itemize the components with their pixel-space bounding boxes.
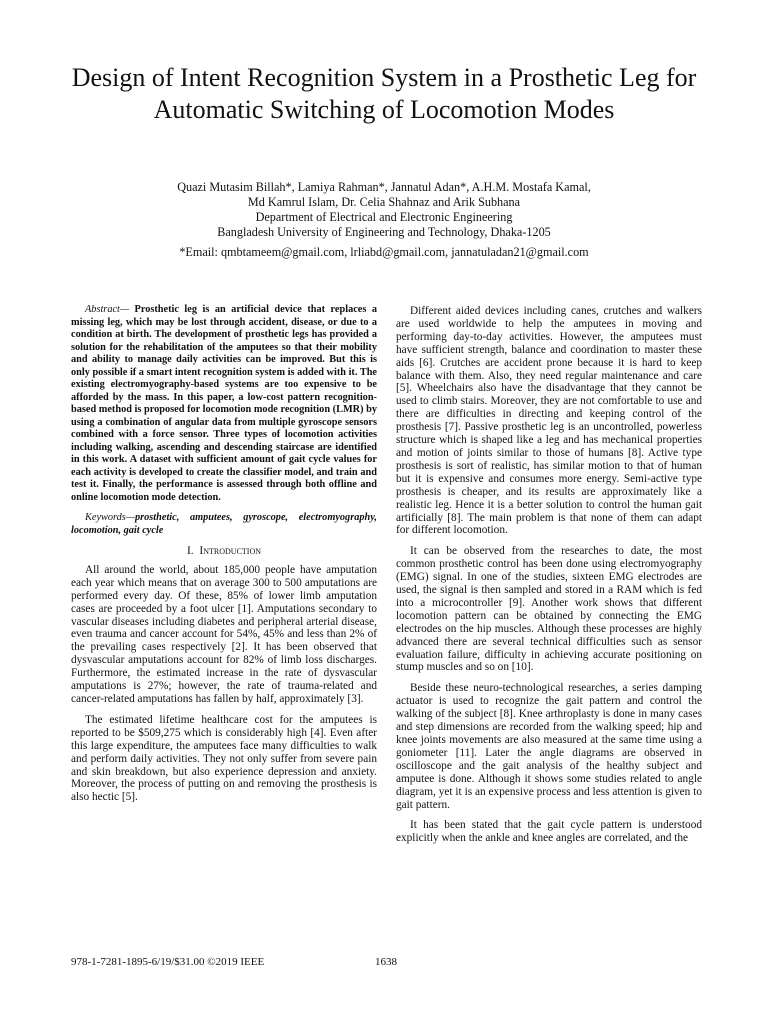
affiliation-line-2: Bangladesh University of Engineering and Technology, Dhaka-1205	[217, 225, 551, 239]
abstract-text: Prosthetic leg is an artificial device that replaces a missing leg, which may be lost through accident, disease, or due to a condition at birth. The development of prosthetic legs has provided a solution for the rehabilitation of the amputees so that their mobility and ability to manage daily activities can be improved. But this is only possible if a smart intent recognition system is added with it. The existing electromyography-based systems are too expensive to be afforded by the mass. In this paper, a low-cost pattern recognition-based method is proposed for locomotion mode recognition (LMR) by using a combination of angular data from multiple gyroscope sensors combined with a force sensor. Three types of locomotion activities including walking, ascending and descending staircase are identified in this work. A dataset with sufficient amount of gait cycle values for each activity is developed to create the classifier model, and train and test it. Finally, the performance is assessed through both offline and online locomotion mode detection.	[71, 304, 377, 503]
page-number: 1638	[375, 956, 397, 968]
abstract-lead: Abstract—	[85, 304, 130, 315]
copyright-footer: 978-1-7281-1895-6/19/$31.00 ©2019 IEEE	[71, 956, 265, 968]
author-block	[60, 180, 708, 260]
right-column	[396, 305, 702, 853]
intro-paragraph-2: The estimated lifetime healthcare cost for the amputees is reported to be $509,275 which is considerably high [4]. Even after this large expenditure, the amputees face many difficulties to walk and perform daily activities. They not only suffer from severe pain and skin breakdown, but also experience depression and anxiety. Moreover, the process of putting on and removing the prosthesis is also hectic [5].	[71, 713, 377, 804]
keywords-lead: Keywords—	[85, 512, 135, 523]
abstract	[71, 304, 377, 504]
section-number: I.	[186, 545, 194, 557]
keywords	[71, 512, 377, 537]
affiliation-line-1: Department of Electrical and Electronic Engineering	[255, 210, 513, 224]
left-column	[71, 304, 377, 812]
authors-line-2: Md Kamrul Islam, Dr. Celia Shahnaz and Arik Subhana	[247, 195, 521, 209]
right-paragraph-1: Different aided devices including canes, crutches and walkers are used worldwide to help the amputees in moving and performing day-to-day activities. However, the amputees must have sufficient strength, balance and coordination to master these aids [6]. Crutches are accident prone because it is hard to keep balance with them. Also, they need regular maintenance and care [5]. Wheelchairs also have the disadvantage that they cannot be used to climb stairs. Moreover, they are not comfortable to use and there are difficulties in directing and keeping control of the prosthesis [7]. Passive prosthetic leg is an uncontrolled, powerless structure which is shaped like a leg and has mechanical properties and motion of joints similar to those of humans [8]. Active type prosthesis is sort of realistic, has similar motion to that of human but it is expensive and consumes more energy. Semi-active type prosthesis is cheaper, and its results are approximately like a realistic leg. Hence it is a better solution to control the human gait artificially [8]. The main problem is that none of them can adapt for different locomotion.	[396, 305, 702, 537]
section-title: Introduction	[199, 545, 262, 557]
right-paragraph-4: It has been stated that the gait cycle pattern is understood explicitly when the ankle and knee angles are correlated, and the	[396, 819, 702, 845]
keywords-text: prosthetic, amputees, gyroscope, electromyography, locomotion, gait cycle	[71, 512, 377, 536]
intro-paragraph-1: All around the world, about 185,000 people have amputation each year which means that on average 300 to 500 amputations are performed every day. Of these, 85% of lower limb amputation cases are proceeded by a foot ulcer [1]. Amputations secondary to vascular diseases including diabetes and peripheral arterial disease, even trauma and cancer account for 54%, 45% and less than 2% of the prevailing cases respectively [2]. It has been observed that dysvascular amputations account for 82% of limb loss discharges. Furthermore, the estimated increase in the rate of dysvascular amputations is 27%; however, the rate of trauma-related and cancer-related amputations has fallen by half, approximately [3].	[71, 563, 377, 705]
paper-title: Design of Intent Recognition System in a Prosthetic Leg for Automatic Switching of Locomotion Modes	[71, 63, 697, 124]
author-emails: *Email: qmbtameem@gmail.com, lrliabd@gmail.com, jannatuladan21@gmail.com	[179, 245, 589, 259]
right-paragraph-3: Beside these neuro-technological researches, a series damping actuator is used to recognize the gait pattern and control the walking of the subject [8]. Knee arthroplasty is done in many cases and step dimensions are recorded from the walking speed; hip and knee joints movements are also measured at the same time using a goniometer [11]. Later the angle diagrams are observed in oscilloscope and the gait analysis of the healthy subject and amputee is done. Although it shows some studies related to angle diagram, yet it is an expensive process and less attention is given to gait pattern.	[396, 682, 702, 811]
authors-line-1: Quazi Mutasim Billah*, Lamiya Rahman*, Jannatul Adan*, A.H.M. Mostafa Kamal,	[177, 180, 591, 194]
right-paragraph-2: It can be observed from the researches to date, the most common prosthetic control has been done using electromyography (EMG) signal. In one of the studies, sixteen EMG electrodes are used, the signal is then sampled and stored in a RAM which is fed into a microcontroller [9]. Another work shows that different locomotion pattern can be obtained by connecting the EMG electrodes on the hip muscles. Although these processes are highly advanced there are several technical difficulties such as sensor evaluation failure, difficulty in achieving accurate positioning on stump muscles and so on [10].	[396, 545, 702, 674]
section-heading	[71, 545, 377, 558]
